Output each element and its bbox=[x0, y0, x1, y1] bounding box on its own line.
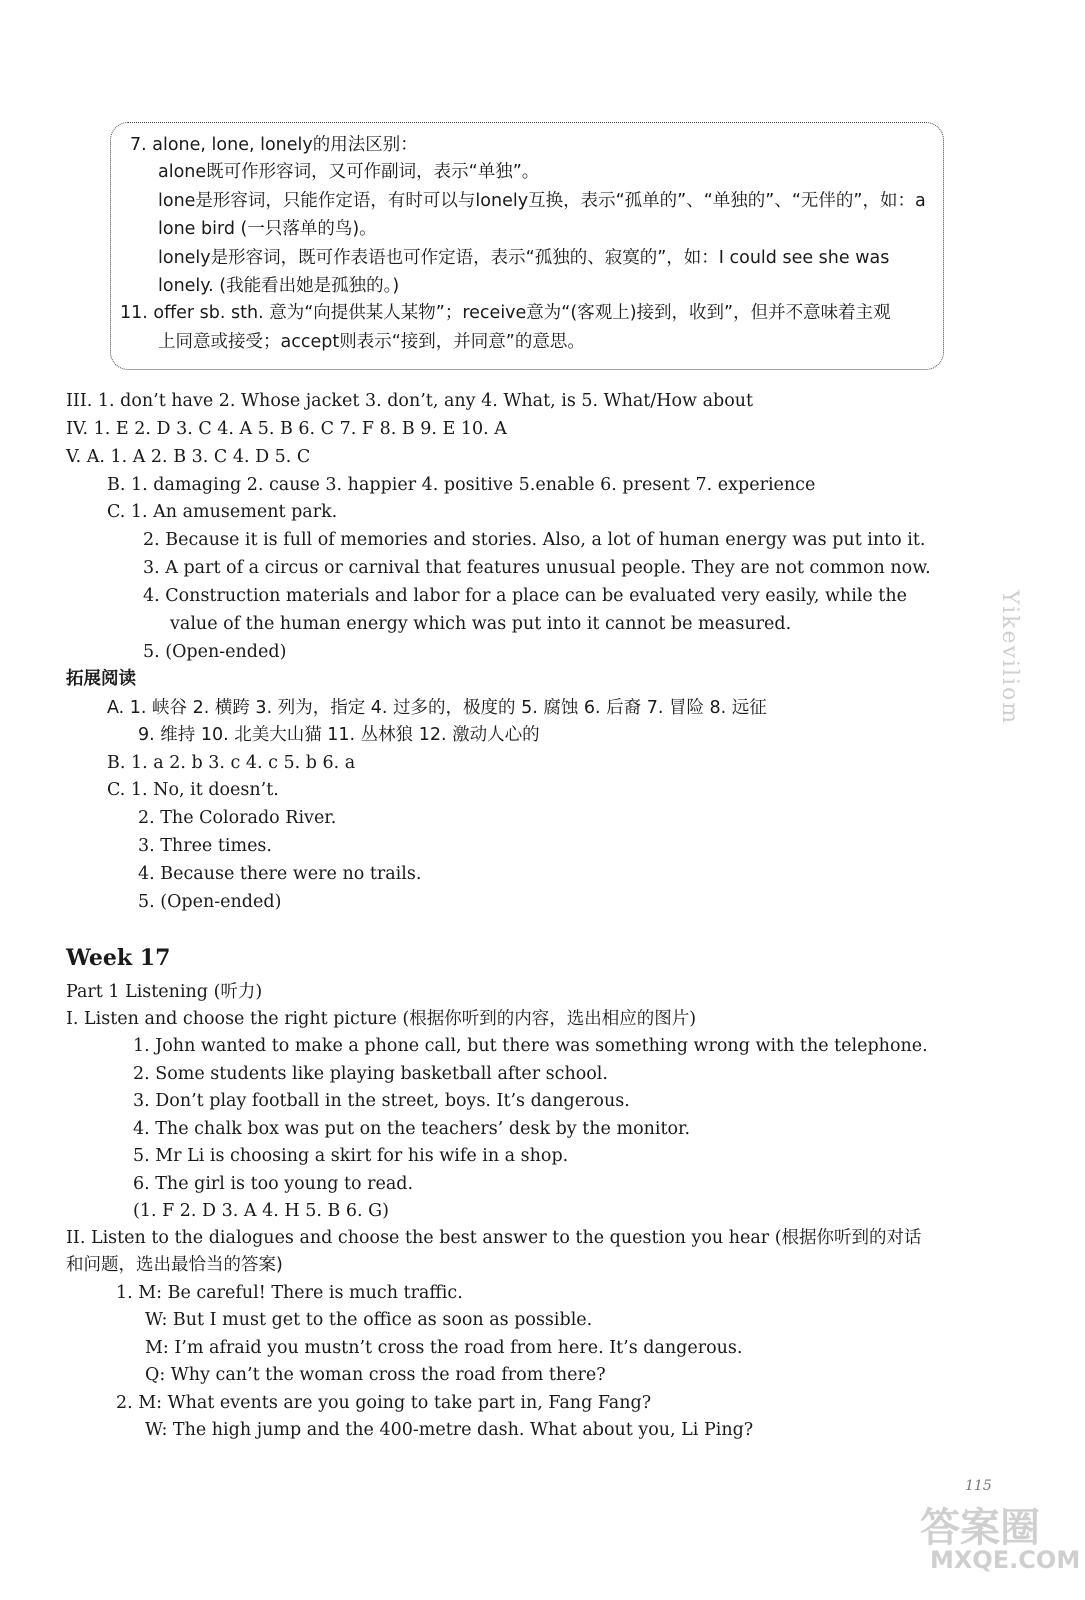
section-ii-heading-2: 和问题，选出最恰当的答案) bbox=[66, 1255, 283, 1275]
note-7-line-1: alone既可作形容词，又可作副词，表示“单独”。 bbox=[158, 162, 540, 182]
dialogue-2-m1: 2. M: What events are you going to take part in, Fang Fang? bbox=[116, 1393, 652, 1413]
section-ii-heading-1: II. Listen to the dialogues and choose the best answer to the question you hear (根据你听到的对话 bbox=[66, 1228, 922, 1248]
dialogue-1-m1: 1. M: Be careful! There is much traffic. bbox=[116, 1283, 463, 1303]
answer-v-b: B. 1. damaging 2. cause 3. happier 4. positive 5.enable 6. present 7. experience bbox=[107, 475, 816, 495]
extended-c-2: 2. The Colorado River. bbox=[138, 808, 337, 828]
answer-v-c-3: 3. A part of a circus or carnival that features unusual people. They are not common now. bbox=[143, 558, 931, 578]
answer-v-c-4b: value of the human energy which was put into it cannot be measured. bbox=[170, 614, 792, 634]
extended-c-1: C. 1. No, it doesn’t. bbox=[107, 780, 279, 800]
site-logo-domain: MXQE.COM bbox=[930, 1546, 1081, 1574]
note-7-line-4: lonely是形容词，既可作表语也可作定语，表示“孤独的、寂寞的”，如：I could see she was bbox=[158, 248, 890, 268]
section-i-item-5: 5. Mr Li is choosing a skirt for his wife in a shop. bbox=[133, 1146, 569, 1166]
side-watermark: Yikeviliom bbox=[997, 590, 1022, 726]
section-i-answers: (1. F 2. D 3. A 4. H 5. B 6. G) bbox=[133, 1201, 389, 1221]
answer-iii: III. 1. don’t have 2. Whose jacket 3. don’t, any 4. What, is 5. What/How about bbox=[66, 391, 754, 411]
section-i-heading: I. Listen and choose the right picture (根据你听到的内容，选出相应的图片) bbox=[66, 1009, 697, 1029]
section-i-item-2: 2. Some students like playing basketball after school. bbox=[133, 1064, 608, 1084]
answer-v-a: V. A. 1. A 2. B 3. C 4. D 5. C bbox=[66, 447, 311, 467]
extended-a-2: 9. 维持 10. 北美大山猫 11. 丛林狼 12. 激动人心的 bbox=[138, 725, 540, 745]
section-i-item-4: 4. The chalk box was put on the teachers’ desk by the monitor. bbox=[133, 1119, 691, 1139]
dialogue-2-w1: W: The high jump and the 400-metre dash. What about you, Li Ping? bbox=[145, 1420, 754, 1440]
site-logo: 答案圈 bbox=[920, 1505, 1040, 1551]
answer-iv: IV. 1. E 2. D 3. C 4. A 5. B 6. C 7. F 8. B 9. E 10. A bbox=[66, 419, 507, 439]
answer-v-c-1: C. 1. An amusement park. bbox=[107, 502, 338, 522]
week-title: Week 17 bbox=[66, 945, 171, 971]
section-i-item-6: 6. The girl is too young to read. bbox=[133, 1174, 414, 1194]
note-7-line-3: lone bird (一只落单的鸟)。 bbox=[158, 219, 377, 239]
note-7-line-2: lone是形容词，只能作定语，有时可以与lonely互换，表示“孤单的”、“单独的”、“无伴的”，如：a bbox=[158, 191, 926, 211]
note-11-line-1: 11. offer sb. sth. 意为“向提供某人某物”；receive意为“(客观上)接到，收到”，但并不意味着主观 bbox=[120, 303, 891, 323]
note-7-line-5: lonely. (我能看出她是孤独的。) bbox=[158, 276, 400, 296]
page-number: 115 bbox=[965, 1478, 992, 1494]
extended-c-4: 4. Because there were no trails. bbox=[138, 864, 422, 884]
part1-heading: Part 1 Listening (听力) bbox=[66, 982, 263, 1002]
extended-a-1: A. 1. 峡谷 2. 横跨 3. 列为，指定 4. 过多的，极度的 5. 腐蚀 6. 后裔 7. 冒险 8. 远征 bbox=[107, 698, 767, 718]
answer-v-c-4a: 4. Construction materials and labor for a place can be evaluated very easily, while the bbox=[143, 586, 907, 606]
answer-v-c-2: 2. Because it is full of memories and stories. Also, a lot of human energy was put into it. bbox=[143, 530, 926, 550]
answer-v-c-5: 5. (Open-ended) bbox=[143, 642, 287, 662]
extended-c-3: 3. Three times. bbox=[138, 836, 272, 856]
extended-b: B. 1. a 2. b 3. c 4. c 5. b 6. a bbox=[107, 753, 356, 773]
note-7-title: 7. alone, lone, lonely的用法区别： bbox=[130, 135, 418, 155]
extended-reading-heading: 拓展阅读 bbox=[66, 669, 136, 689]
section-i-item-3: 3. Don’t play football in the street, boys. It’s dangerous. bbox=[133, 1091, 630, 1111]
extended-c-5: 5. (Open-ended) bbox=[138, 892, 282, 912]
dialogue-1-q: Q: Why can’t the woman cross the road from there? bbox=[145, 1365, 606, 1385]
dialogue-1-w1: W: But I must get to the office as soon as possible. bbox=[145, 1310, 593, 1330]
note-11-line-2: 上同意或接受；accept则表示“接到，并同意”的意思。 bbox=[158, 332, 585, 352]
section-i-item-1: 1. John wanted to make a phone call, but there was something wrong with the telephone. bbox=[133, 1036, 928, 1056]
dialogue-1-m2: M: I’m afraid you mustn’t cross the road from here. It’s dangerous. bbox=[145, 1338, 743, 1358]
